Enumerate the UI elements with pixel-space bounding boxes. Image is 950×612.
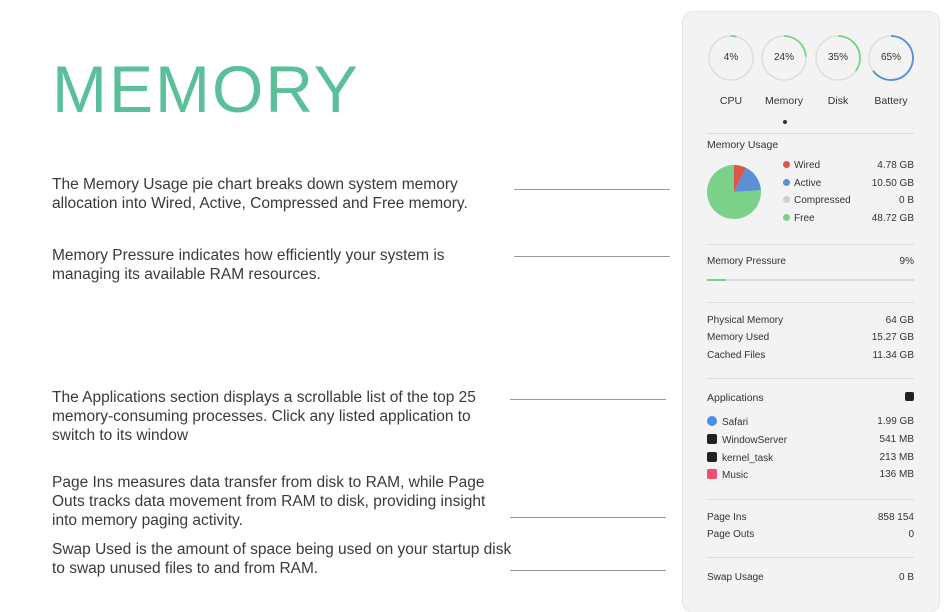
legend-value: 48.72 GB xyxy=(871,213,914,224)
cpu-gauge-value: 4% xyxy=(723,52,739,63)
app-row-music[interactable] xyxy=(707,469,914,481)
leader-line xyxy=(510,517,666,518)
memory-used-row xyxy=(707,332,914,343)
gauge-row xyxy=(707,34,921,107)
legend-label: Active xyxy=(794,178,822,189)
battery-gauge-label: Battery xyxy=(874,95,908,107)
compressed-swatch xyxy=(783,196,790,203)
swap-label: Swap Usage xyxy=(707,572,764,583)
divider xyxy=(707,244,914,245)
app-row-windowserver[interactable] xyxy=(707,434,914,446)
legend-free xyxy=(783,213,914,224)
music-icon xyxy=(707,469,717,479)
swap-usage-row xyxy=(707,572,914,583)
stat-label: Physical Memory xyxy=(707,315,784,326)
legend-wired xyxy=(783,160,914,171)
memory-pressure-description: Memory Pressure indicates how efficiently your system is managing its available RAM resources. xyxy=(52,247,445,283)
memory-gauge-label: Memory xyxy=(765,95,803,107)
applications-header xyxy=(707,392,914,404)
stat-label: Memory Used xyxy=(707,332,770,343)
leader-line xyxy=(514,256,670,257)
memory-pressure-fill xyxy=(707,279,726,281)
app-name: Music xyxy=(722,470,749,481)
safari-icon xyxy=(707,416,717,426)
activity-monitor-icon[interactable] xyxy=(905,392,914,401)
paging-label: Page Ins xyxy=(707,512,747,523)
divider xyxy=(707,557,914,558)
memory-pressure-value: 9% xyxy=(899,256,914,267)
leader-line xyxy=(510,570,666,571)
legend-label: Compressed xyxy=(794,195,851,206)
memory-pressure-row xyxy=(707,256,914,267)
terminal-icon xyxy=(707,434,717,444)
disk-gauge-value: 35% xyxy=(827,52,848,63)
stat-value: 64 GB xyxy=(885,315,914,326)
app-memory: 541 MB xyxy=(879,434,914,445)
memory-pressure-label: Memory Pressure xyxy=(707,256,786,267)
app-memory: 1.99 GB xyxy=(877,416,914,427)
divider xyxy=(707,302,914,303)
swap-value: 0 B xyxy=(898,572,914,583)
app-row-kernel-task[interactable] xyxy=(707,452,914,464)
leader-line xyxy=(514,189,670,190)
legend-compressed xyxy=(783,195,914,206)
legend-active xyxy=(783,178,914,189)
memory-usage-title: Memory Usage xyxy=(707,139,779,151)
wired-swatch xyxy=(783,161,790,168)
legend-label: Wired xyxy=(794,160,821,171)
memory-gauge-value: 24% xyxy=(773,52,794,63)
app-row-safari[interactable] xyxy=(707,416,914,428)
paging-label: Page Outs xyxy=(707,529,755,540)
stat-value: 11.34 GB xyxy=(872,350,914,361)
legend-value: 10.50 GB xyxy=(871,178,914,189)
applications-description: The Applications section displays a scrollable list of the top 25 memory-consuming processes. Click any listed application to switch to its window xyxy=(52,389,476,444)
memory-usage-pie xyxy=(707,165,761,219)
stat-value: 15.27 GB xyxy=(871,332,914,343)
active-swatch xyxy=(783,179,790,186)
app-name: Safari xyxy=(722,417,749,428)
page-outs-row xyxy=(707,529,914,540)
memory-pressure-bar xyxy=(707,279,914,281)
memory-gauge[interactable] xyxy=(760,34,808,107)
terminal-icon xyxy=(707,452,717,462)
free-swatch xyxy=(783,214,790,221)
page-indicator-dot[interactable] xyxy=(783,120,787,124)
paging-value: 0 xyxy=(908,529,914,540)
swap-description: Swap Used is the amount of space being used on your startup disk to swap unused files to and from RAM. xyxy=(52,541,512,577)
app-name: kernel_task xyxy=(722,453,774,464)
leader-line xyxy=(510,399,666,400)
cached-files-row xyxy=(707,350,914,361)
page-ins-description: Page Ins measures data transfer from disk to RAM, while Page Outs tracks data movement from RAM to disk, providing insight into memory paging activity. xyxy=(52,474,486,529)
physical-memory-row xyxy=(707,315,914,326)
divider xyxy=(707,133,914,134)
paging-value: 858 154 xyxy=(877,512,914,523)
divider xyxy=(707,378,914,379)
disk-gauge-label: Disk xyxy=(827,95,849,107)
legend-value: 0 B xyxy=(898,195,914,206)
applications-title: Applications xyxy=(707,392,764,404)
divider xyxy=(707,499,914,500)
cpu-gauge-label: CPU xyxy=(719,95,743,107)
battery-gauge-value: 65% xyxy=(880,52,901,63)
app-memory: 136 MB xyxy=(879,469,914,480)
stat-label: Cached Files xyxy=(707,350,766,361)
battery-gauge[interactable] xyxy=(867,34,915,107)
app-name: WindowServer xyxy=(722,435,788,446)
page-ins-row xyxy=(707,512,914,523)
memory-panel xyxy=(683,12,939,612)
page-title: MEMORY xyxy=(52,52,360,126)
memory-usage-description: The Memory Usage pie chart breaks down system memory allocation into Wired, Active, Compressed and Free memory. xyxy=(52,176,468,212)
legend-value: 4.78 GB xyxy=(877,160,914,171)
app-memory: 213 MB xyxy=(879,452,914,463)
cpu-gauge[interactable] xyxy=(707,34,755,107)
legend-label: Free xyxy=(794,213,815,224)
disk-gauge[interactable] xyxy=(814,34,862,107)
